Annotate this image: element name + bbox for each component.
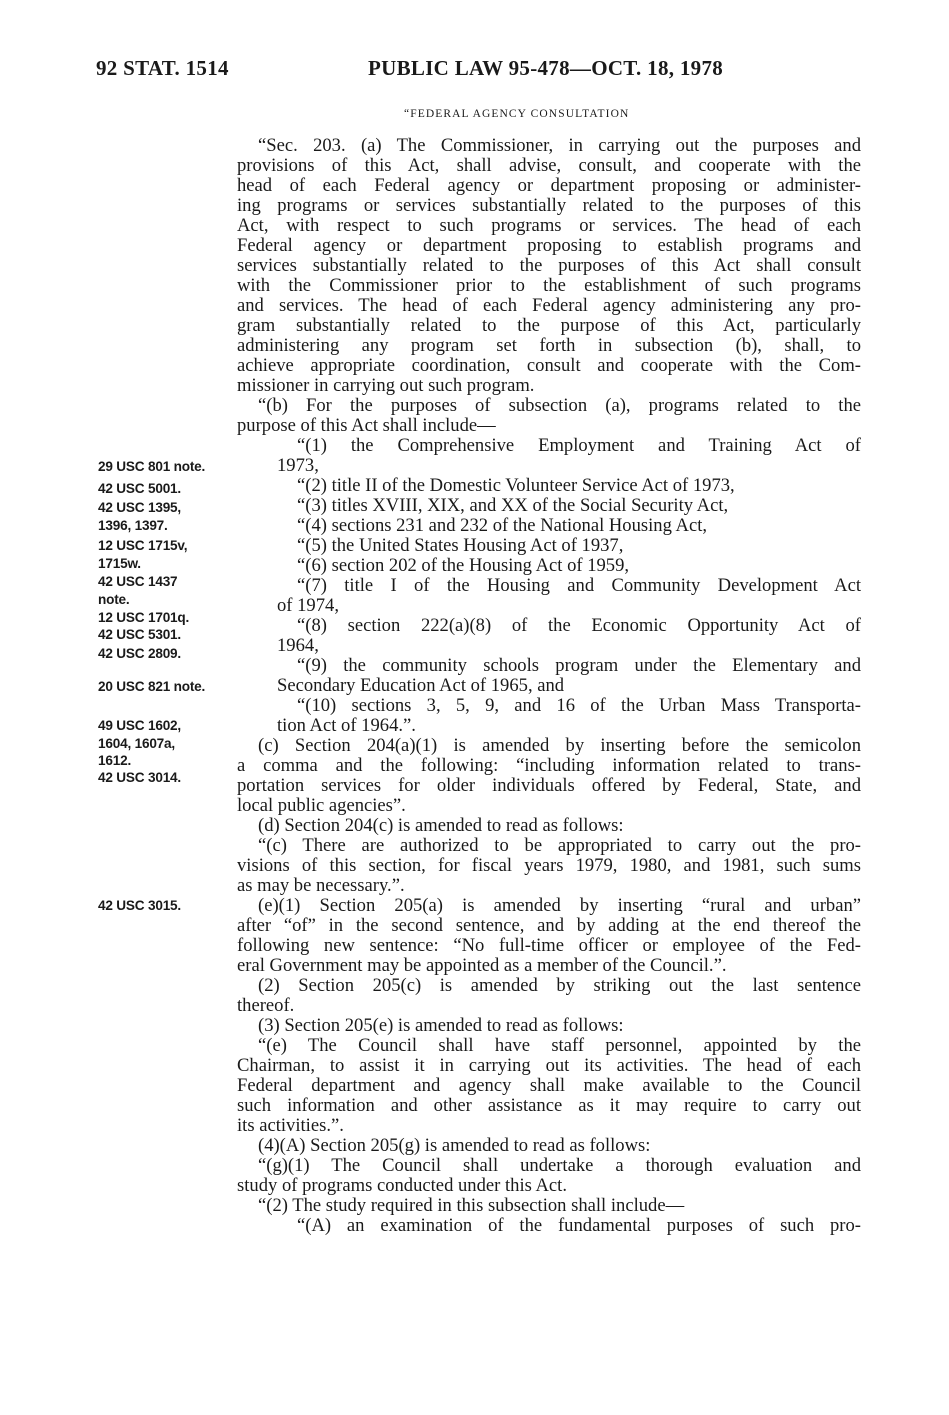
- body-line: “(1) the Comprehensive Employment and Training Act of: [297, 435, 861, 456]
- margin-note: 1396, 1397.: [98, 518, 168, 533]
- margin-note: 1604, 1607a,: [98, 736, 175, 751]
- body-line: “(g)(1) The Council shall undertake a thorough evaluation and: [258, 1155, 861, 1176]
- body-line: services substantially related to the purposes of this Act shall consult: [237, 255, 861, 276]
- body-line: “(8) section 222(a)(8) of the Economic Opportunity Act of: [297, 615, 861, 636]
- body-line: thereof.: [237, 995, 295, 1016]
- body-line: (3) Section 205(e) is amended to read as follows:: [258, 1015, 624, 1036]
- body-line: “(b) For the purposes of subsection (a), programs related to the: [258, 395, 861, 416]
- margin-note: 42 USC 2809.: [98, 646, 181, 661]
- margin-note: 42 USC 1437: [98, 574, 178, 589]
- margin-note: 1715w.: [98, 556, 141, 571]
- body-line: “(7) title I of the Housing and Community Development Act: [297, 575, 861, 596]
- body-line: gram substantially related to the purpose of this Act, particularly: [237, 315, 861, 336]
- body-line: administering any program set forth in subsection (b), shall, to: [237, 335, 861, 356]
- body-line: “(2) The study required in this subsection shall include—: [258, 1195, 685, 1216]
- margin-note: note.: [98, 592, 130, 607]
- body-line: 1973,: [277, 455, 319, 476]
- margin-note: 42 USC 3014.: [98, 770, 181, 785]
- body-line: Chairman, to assist it in carrying out its activities. The head of each: [237, 1055, 861, 1076]
- body-line: head of each Federal agency or department proposing or administer-: [237, 175, 861, 196]
- margin-note: 42 USC 1395,: [98, 500, 181, 515]
- body-line: “(10) sections 3, 5, 9, and 16 of the Urban Mass Transporta-: [297, 695, 861, 716]
- body-line: of 1974,: [277, 595, 339, 616]
- margin-note: 12 USC 1715v,: [98, 538, 188, 553]
- body-line: “(6) section 202 of the Housing Act of 1959,: [297, 555, 630, 576]
- margin-note: 49 USC 1602,: [98, 718, 181, 733]
- body-line: following new sentence: “No full-time officer or employee of the Fed-: [237, 935, 861, 956]
- margin-note: 42 USC 5301.: [98, 627, 181, 642]
- body-line: as may be necessary.”.: [237, 875, 405, 896]
- body-line: “(3) titles XVIII, XIX, and XX of the Social Security Act,: [297, 495, 729, 516]
- body-line: “(A) an examination of the fundamental purposes of such pro-: [297, 1215, 861, 1236]
- running-header: PUBLIC LAW 95-478—OCT. 18, 1978: [368, 56, 724, 80]
- body-line: 1964,: [277, 635, 319, 656]
- margin-note: 20 USC 821 note.: [98, 679, 206, 694]
- margin-note: 29 USC 801 note.: [98, 459, 206, 474]
- body-line: eral Government may be appointed as a member of the Council.”.: [237, 955, 727, 976]
- body-line: a comma and the following: “including information related to trans-: [237, 755, 861, 776]
- body-line: Act, with respect to such programs or services. The head of each: [237, 215, 861, 236]
- section-heading: “FEDERAL AGENCY CONSULTATION: [404, 108, 630, 120]
- body-line: its activities.”.: [237, 1115, 344, 1136]
- body-line: (4)(A) Section 205(g) is amended to read as follows:: [258, 1135, 651, 1156]
- body-line: “(5) the United States Housing Act of 1937,: [297, 535, 624, 556]
- margin-note: 42 USC 3015.: [98, 898, 181, 913]
- body-line: Federal agency or department proposing to establish programs and: [237, 235, 861, 256]
- body-line: (c) Section 204(a)(1) is amended by inserting before the semicolon: [258, 735, 861, 756]
- body-line: “(4) sections 231 and 232 of the National Housing Act,: [297, 515, 708, 536]
- body-line: with the Commissioner prior to the establishment of such programs: [237, 275, 861, 296]
- body-line: such information and other assistance as it may require to carry out: [237, 1095, 861, 1116]
- body-line: and services. The head of each Federal agency administering any pro-: [237, 295, 861, 316]
- body-line: “Sec. 203. (a) The Commissioner, in carrying out the purposes and: [258, 135, 861, 156]
- body-line: (d) Section 204(c) is amended to read as follows:: [258, 815, 624, 836]
- body-line: provisions of this Act, shall advise, consult, and cooperate with the: [237, 155, 861, 176]
- body-line: local public agencies”.: [237, 795, 406, 816]
- body-line: visions of this section, for fiscal years 1979, 1980, and 1981, such sums: [237, 855, 861, 876]
- body-line: “(9) the community schools program under the Elementary and: [297, 655, 861, 676]
- body-line: (2) Section 205(c) is amended by striking out the last sentence: [258, 975, 861, 996]
- body-line: Federal department and agency shall make available to the Council: [237, 1075, 861, 1096]
- body-line: missioner in carrying out such program.: [237, 375, 535, 396]
- body-line: purpose of this Act shall include—: [237, 415, 496, 436]
- body-line: after “of” in the second sentence, and by adding at the end thereof the: [237, 915, 861, 936]
- body-line: “(2) title II of the Domestic Volunteer Service Act of 1973,: [297, 475, 735, 496]
- body-line: “(c) There are authorized to be appropriated to carry out the pro-: [258, 835, 861, 856]
- body-line: portation services for older individuals offered by Federal, State, and: [237, 775, 861, 796]
- body-line: ing programs or services substantially related to the purposes of this: [237, 195, 861, 216]
- body-line: study of programs conducted under this Act.: [237, 1175, 567, 1196]
- body-line: “(e) The Council shall have staff personnel, appointed by the: [258, 1035, 861, 1056]
- body-line: achieve appropriate coordination, consult and cooperate with the Com-: [237, 355, 861, 376]
- margin-note: 42 USC 5001.: [98, 481, 181, 496]
- page-number: 92 STAT. 1514: [96, 56, 229, 80]
- body-line: (e)(1) Section 205(a) is amended by inserting “rural and urban”: [258, 895, 861, 916]
- body-line: tion Act of 1964.”.: [277, 715, 416, 736]
- body-line: Secondary Education Act of 1965, and: [277, 675, 565, 696]
- margin-note: 1612.: [98, 753, 132, 768]
- margin-note: 12 USC 1701q.: [98, 610, 190, 625]
